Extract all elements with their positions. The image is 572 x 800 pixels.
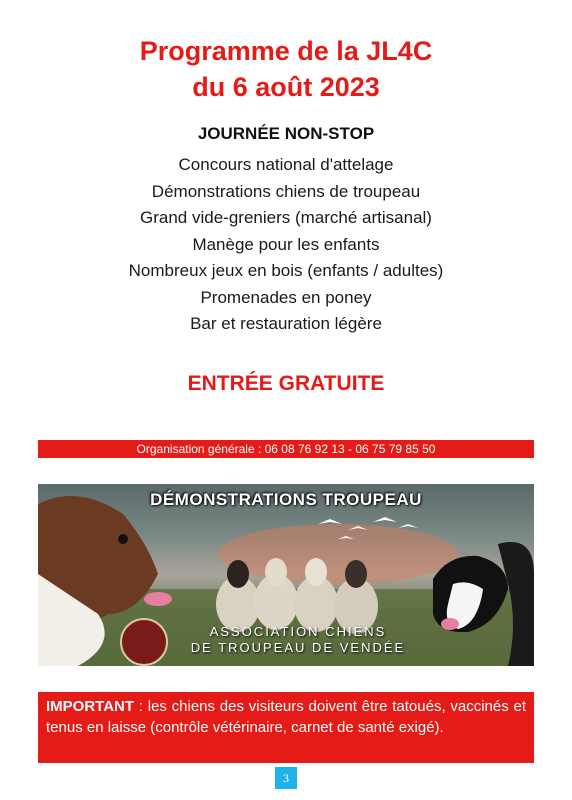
important-notice [38,692,534,763]
free-entry-heading: ENTRÉE GRATUITE [187,372,385,395]
page-number-badge: 3 [275,767,297,789]
left-dog-tongue [144,592,172,606]
right-dog-tongue [441,618,459,630]
association-name-line-2: DE TROUPEAU DE VENDÉE [190,640,406,655]
important-label: IMPORTANT [46,698,135,715]
page-title-line-2: du 6 août 2023 [192,72,380,102]
activity-item: Démonstrations chiens de troupeau [151,181,421,201]
activity-item: Nombreux jeux en bois (enfants / adultes) [128,261,444,280]
activity-item: Grand vide-greniers (marché artisanal) [140,208,432,227]
association-logo-icon [120,618,168,666]
activity-list [0,152,572,338]
banner-title: DÉMONSTRATIONS TROUPEAU [150,490,422,509]
activity-item: Concours national d'attelage [178,155,394,174]
sunset-glow [218,524,458,584]
herding-demo-banner [38,484,534,666]
association-name-line-1: ASSOCIATION CHIENS [209,624,387,639]
activity-item: Bar et restauration légère [190,314,382,333]
left-dog-eye [118,534,128,544]
activity-item: Manège pour les enfants [192,234,380,254]
program-subheading: JOURNÉE NON-STOP [197,124,375,143]
important-text: : les chiens des visiteurs doivent être tatoués, vaccinés et tenus en laisse (contrôle vétérinaire, carnet de santé exigé). [46,698,526,736]
activity-item: Promenades en poney [200,287,372,307]
page-title-line-1: Programme de la JL4C [139,36,433,66]
organisation-contact-bar: Organisation générale : 06 08 76 92 13 - 06 75 79 85 50 [38,440,534,458]
